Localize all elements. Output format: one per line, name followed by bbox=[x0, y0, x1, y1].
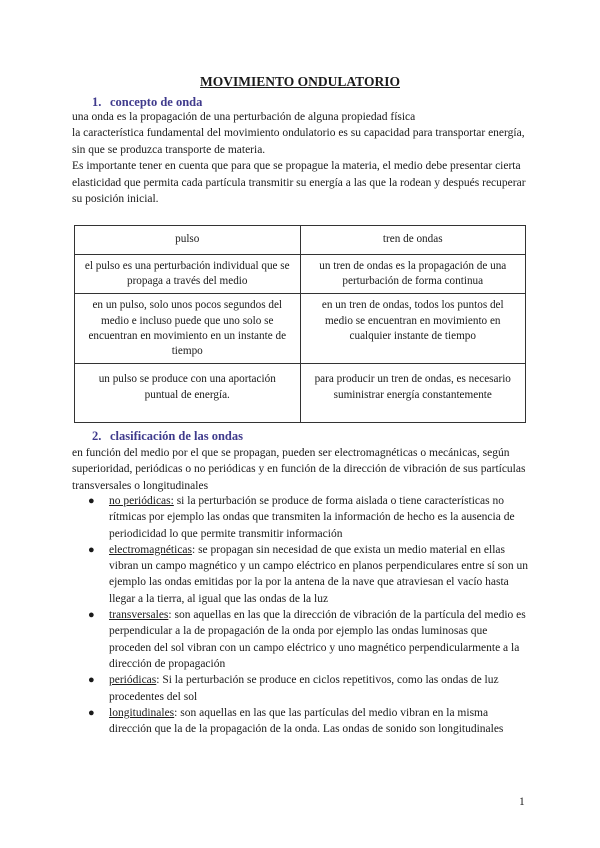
table-row bbox=[75, 364, 526, 423]
paragraph: la característica fundamental del movimiento ondulatorio es su capacidad para transportar energía, sin que se produzca transporte de materia. bbox=[72, 127, 525, 156]
bullet-icon: ● bbox=[88, 543, 95, 556]
list-item-term: electromagnéticas bbox=[109, 543, 193, 556]
table-row bbox=[75, 255, 526, 294]
section-clasificacion-intro bbox=[72, 445, 532, 494]
bullet-icon: ● bbox=[88, 609, 95, 622]
list-item-term: longitudinales bbox=[109, 706, 175, 719]
list-item-text: : son aquellas en las que las partículas del medio vibran en la misma dirección que la de la propagación de la onda. Las ondas de sonido son longitudinales bbox=[109, 706, 504, 736]
bullet-icon: ● bbox=[88, 706, 95, 719]
page-number: 1 bbox=[519, 796, 525, 808]
table-cell: para producir un tren de ondas, es necesario suministrar energía constantemente bbox=[300, 364, 526, 423]
table-row bbox=[75, 294, 526, 364]
table-header-cell: tren de ondas bbox=[300, 226, 526, 255]
bullet-icon: ● bbox=[88, 674, 95, 687]
table-cell: el pulso es una perturbación individual que se propaga a través del medio bbox=[75, 255, 301, 294]
section-number: 2. bbox=[92, 429, 102, 443]
bullet-icon: ● bbox=[88, 495, 95, 507]
table-cell: un pulso se produce con una aportación puntual de energía. bbox=[75, 364, 301, 423]
table-cell: en un tren de ondas, todos los puntos del medio se encuentran en movimiento en cualquier instante de tiempo bbox=[300, 294, 526, 364]
section-heading-clasificacion bbox=[92, 429, 243, 444]
list-item bbox=[88, 672, 530, 705]
list-item-text: si la perturbación se produce de forma aislada o tiene características no rítmicas por ejemplo las ondas que transmiten la información de hecho es la ausencia de periodicidad lo que permite transmitir información bbox=[109, 495, 515, 540]
section-number: 1. bbox=[92, 95, 102, 109]
paragraph: una onda es la propagación de una perturbación de alguna propiedad física bbox=[72, 111, 416, 123]
list-item-term: transversales bbox=[109, 609, 169, 622]
table-header-cell: pulso bbox=[75, 226, 301, 255]
table-cell: un tren de ondas es la propagación de una perturbación de forma continua bbox=[300, 255, 526, 294]
list-item-term: periódicas bbox=[109, 674, 157, 687]
paragraph: en función del medio por el que se propagan, pueden ser electromagnéticas o mecánicas, según superioridad, periódicas o no periódicas y en función de la dirección de vibración de sus partículas transversales o longitudinales bbox=[72, 447, 526, 492]
list-item bbox=[88, 493, 530, 542]
list-item-term: no periódicas: bbox=[109, 495, 174, 507]
list-item bbox=[88, 705, 530, 738]
section-title: concepto de onda bbox=[110, 95, 203, 109]
list-item bbox=[88, 607, 530, 672]
wave-types-list bbox=[88, 493, 530, 737]
comparison-table bbox=[74, 225, 526, 423]
section-heading-concepto bbox=[92, 95, 202, 110]
paragraph: Es importante tener en cuenta que para que se propague la materia, el medio debe presentar cierta elasticidad que permita cada partícula transmitir su energía a las que la rodean y después recuperar su posición inicial. bbox=[72, 160, 526, 206]
list-item bbox=[88, 542, 530, 607]
table-cell: en un pulso, solo unos pocos segundos del medio e incluso puede que uno solo se encuentran en movimiento en un instante de tiempo bbox=[75, 294, 301, 364]
section-concepto-body bbox=[72, 109, 532, 207]
section-title: clasificación de las ondas bbox=[110, 429, 243, 443]
document-title: MOVIMIENTO ONDULATORIO bbox=[200, 74, 400, 89]
list-item-text: : son aquellas en las que la dirección de vibración de la partícula del medio es perpendicular a la de propagación de la onda por ejemplo las ondas luminosas que proceden del sol vibran con un campo eléctrico y uno magnético perpendicularmente a la dirección de propagación bbox=[109, 609, 526, 670]
list-item-text: : Si la perturbación se produce en ciclos repetitivos, como las ondas de luz procedentes del sol bbox=[109, 674, 499, 703]
list-item-text: : se propagan sin necesidad de que exista un medio material en ellas vibran un campo magnético y un campo eléctrico en planos perpendiculares entre sí son un ejemplo las ondas emitidas por la por la antena de la nave que atraviesan el vacío hasta llegar a la tierra, al igual que las ondas de la luz bbox=[109, 543, 528, 605]
table-header-row bbox=[75, 226, 526, 255]
